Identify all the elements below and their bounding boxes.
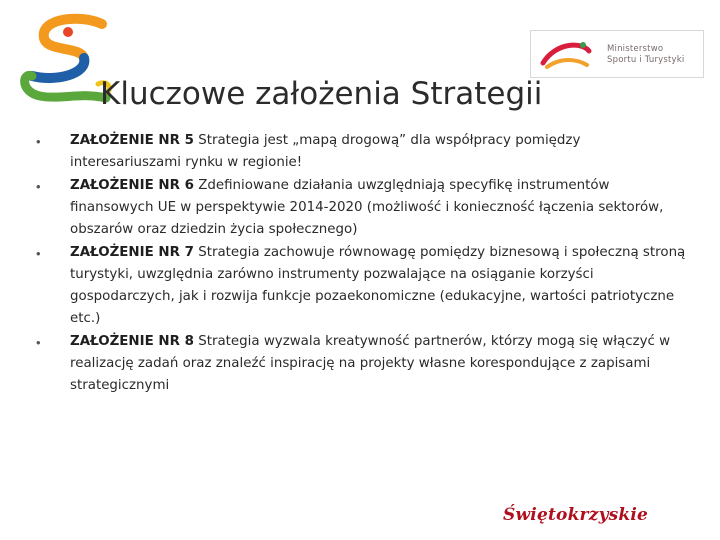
ministry-swoosh-icon bbox=[537, 37, 595, 73]
list-item bbox=[26, 130, 694, 174]
ministry-line-2: Sportu i Turystyki bbox=[607, 55, 685, 65]
list-item bbox=[26, 331, 694, 397]
item-text: Strategia wyzwala kreatywność partnerów, którzy mogą się włączyć w realizację zadań oraz znaleźć inspirację na projekty własne korespondujące z zapisami strategicznymi bbox=[70, 334, 671, 393]
item-label: ZAŁOŻENIE NR 5 bbox=[70, 133, 194, 148]
ministry-logo bbox=[530, 30, 704, 78]
bullet-list bbox=[26, 130, 694, 398]
item-text: Strategia zachowuje równowagę pomiędzy biznesową i społeczną stroną turystyki, uwzględnia zarówno instrumenty pozwalające na osiąganie korzyści gospodarczych, jak i rozwija funkcje pozaekonomiczne (edukacyjne, wartości patriotyczne etc.) bbox=[70, 245, 686, 326]
bullet-icon: • bbox=[36, 179, 41, 194]
bullet-icon: • bbox=[36, 134, 41, 149]
item-label: ZAŁOŻENIE NR 6 bbox=[70, 178, 194, 193]
bullet-icon: • bbox=[36, 335, 41, 350]
list-item bbox=[26, 242, 694, 330]
item-label: ZAŁOŻENIE NR 7 bbox=[70, 245, 194, 260]
list-item bbox=[26, 175, 694, 241]
bullet-icon: • bbox=[36, 246, 41, 261]
slide-title: Kluczowe założenia Strategii bbox=[100, 76, 543, 112]
ministry-name bbox=[607, 44, 684, 66]
item-text: Zdefiniowane działania uwzględniają specyfikę instrumentów finansowych UE w perspektywie 2014-2020 (możliwość i konieczność łączenia sektorów, obszarów oraz dziedzin życia społecznego) bbox=[70, 178, 664, 237]
footer-brand-text: Świętokrzyskie bbox=[503, 505, 649, 525]
ministry-line-1: Ministerstwo bbox=[607, 44, 664, 54]
footer-brand-logo bbox=[503, 500, 649, 536]
item-label: ZAŁOŻENIE NR 8 bbox=[70, 334, 194, 349]
item-text: Strategia jest „mapą drogową” dla współpracy pomiędzy interesariuszami rynku w regionie! bbox=[70, 133, 581, 170]
